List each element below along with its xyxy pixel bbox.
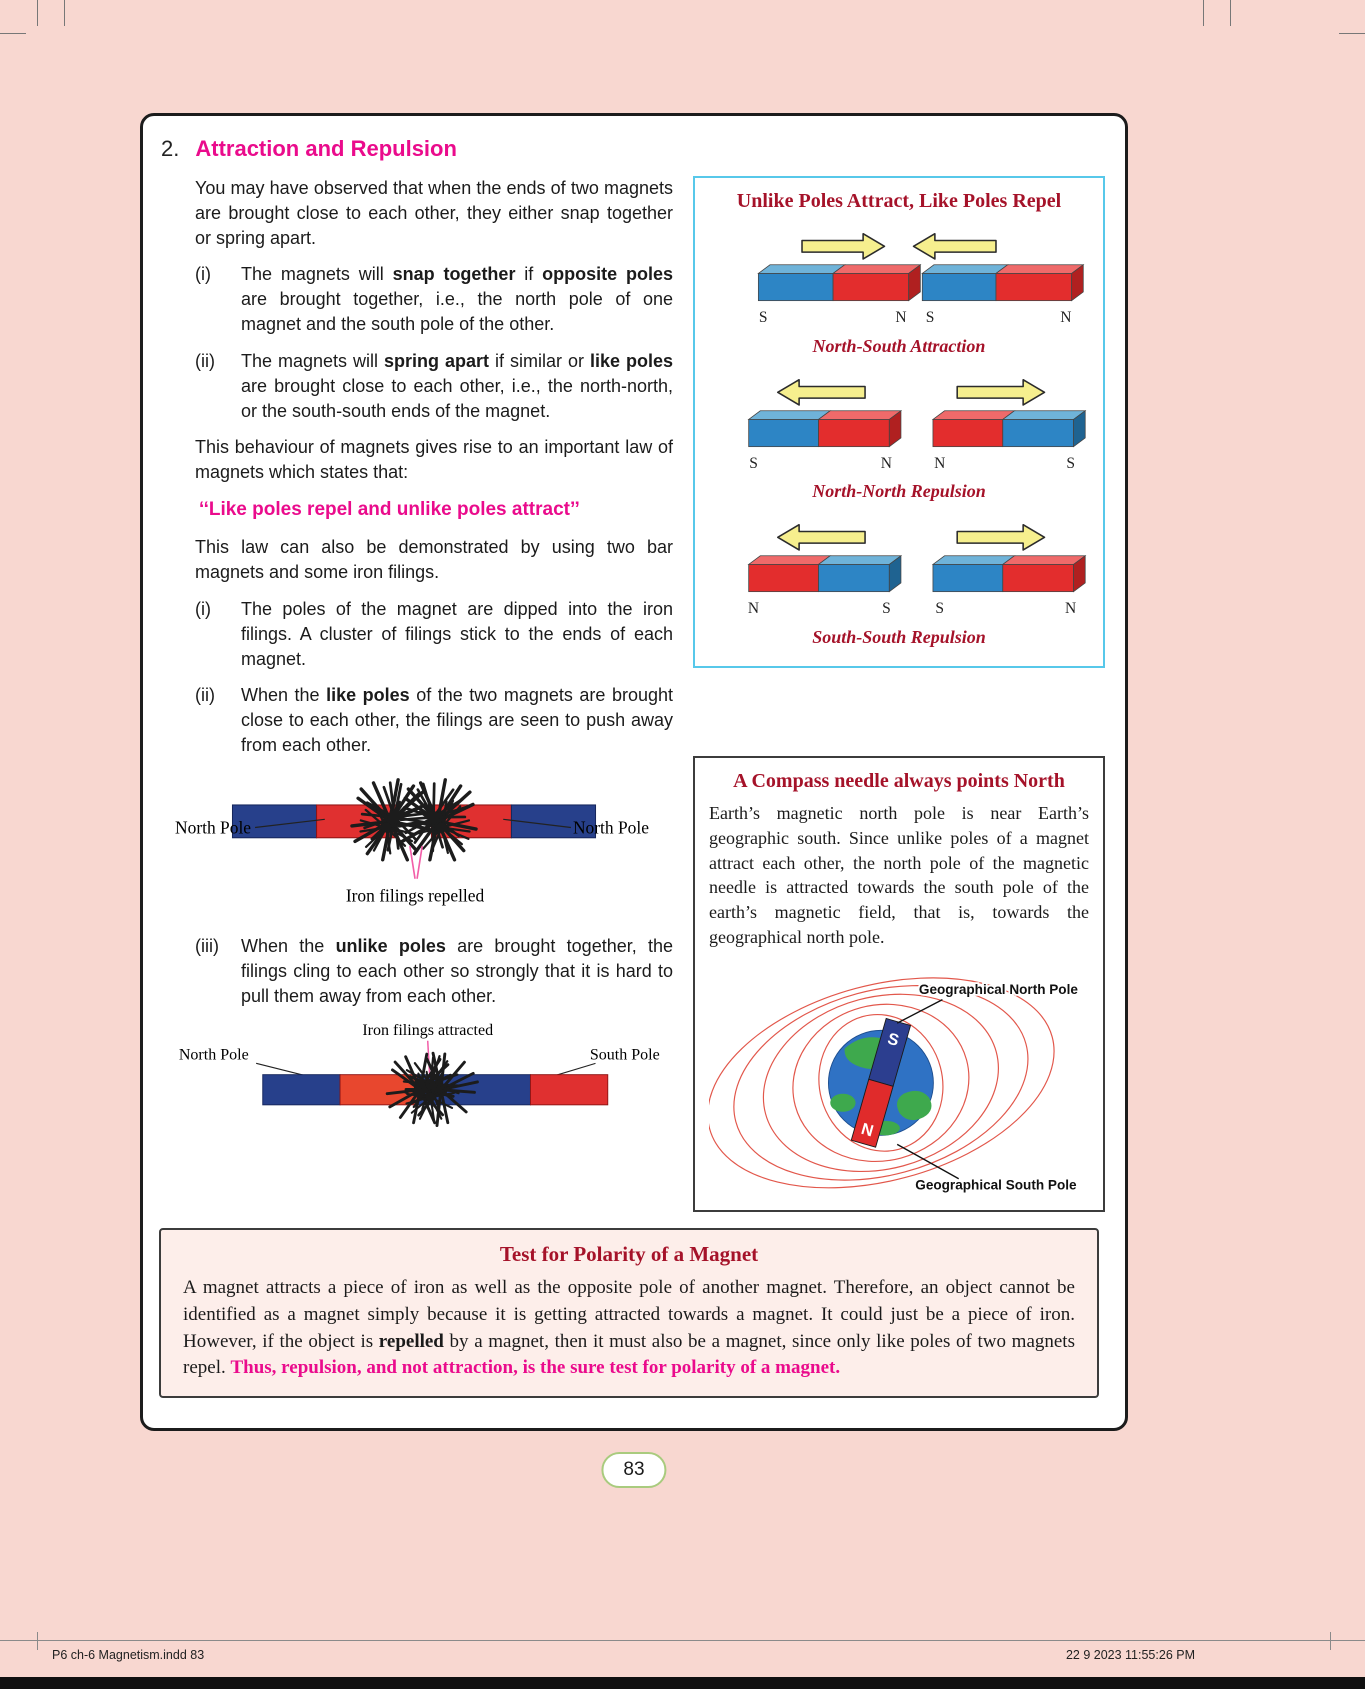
crop-mark xyxy=(64,0,65,26)
list-marker: (ii) xyxy=(195,350,215,371)
pole-letter: S xyxy=(925,308,935,326)
pole-label: North Pole xyxy=(572,817,649,838)
crop-mark xyxy=(1339,33,1365,34)
pole-letter: S xyxy=(935,600,945,618)
label-leader-line xyxy=(897,1144,959,1178)
list-marker: (ii) xyxy=(195,685,215,706)
crop-mark xyxy=(0,33,26,34)
pole-label: South Pole xyxy=(589,1047,660,1065)
poles-attract-repel-box xyxy=(693,176,1105,668)
iron-filings-attracted-illustration xyxy=(173,1020,673,1135)
iron-filings-repelled-illustration xyxy=(173,770,655,924)
caption-pointer-line xyxy=(428,1041,430,1075)
pole-letter: N xyxy=(895,308,907,326)
pole-letter: N xyxy=(880,454,892,472)
footer-tick xyxy=(37,1632,38,1650)
demo-intro-paragraph: This law can also be demonstrated by using two bar magnets and some iron filings. xyxy=(195,537,673,583)
footer-tick xyxy=(1330,1632,1331,1650)
figure-iron-filings-repelled xyxy=(173,770,673,924)
magnet-pole-letter: S xyxy=(885,1029,901,1050)
list-marker: (iii) xyxy=(195,935,219,956)
list-text: The poles of the magnet are dipped into the iron filings. A cluster of filings stick to the ends of each magnet. xyxy=(241,598,673,669)
list-marker: (i) xyxy=(195,598,211,619)
diagram-caption: South-South Repulsion xyxy=(812,626,986,647)
print-bleed-strip xyxy=(0,1677,1365,1689)
pole-letter: S xyxy=(749,454,758,472)
law-intro-paragraph: This behaviour of magnets gives rise to an important law of magnets which states that: xyxy=(195,437,673,483)
figure-caption: Iron filings repelled xyxy=(345,885,485,906)
diagram-north-south-attraction xyxy=(705,225,1093,334)
bar-magnet xyxy=(749,556,901,592)
test-box-text: A magnet attracts a piece of iron as well as the opposite pole of another magnet. Therefore, an object cannot be identified as a magnet simply because it is getting attracted towards a magnet. It could just be a piece of iron. However, if the object is repelled by a magnet, then it must also be a magnet, since only like poles of two magnets repel. Thus, repulsion, and not attraction, is the sure test for polarity of a magnet. xyxy=(183,1277,1075,1379)
list-text: The magnets will snap together if opposite poles are brought together, i.e., the north pole of one magnet and the south pole of the other. xyxy=(241,264,673,335)
list-text: The magnets will spring apart if similar or like poles are brought close to each other, i.e., the north-north, or the south-south ends of the magnet. xyxy=(241,350,673,421)
main-text-column xyxy=(159,176,673,1212)
list-item xyxy=(195,262,673,336)
footer-filename: P6 ch-6 Magnetism.indd 83 xyxy=(52,1648,205,1662)
page-content-panel xyxy=(140,113,1128,1431)
section-number: 2. xyxy=(161,136,180,161)
footer-rule xyxy=(0,1640,1365,1641)
arrow-icon xyxy=(778,379,1045,404)
pole-label: North Pole xyxy=(178,1047,249,1065)
pole-label: North Pole xyxy=(175,817,252,838)
bar-magnet xyxy=(749,410,901,446)
geographical-south-pole-label: Geographical South Pole xyxy=(915,1177,1077,1193)
poles-box-title: Unlike Poles Attract, Like Poles Repel xyxy=(736,190,1062,212)
section-title: Attraction and Repulsion xyxy=(195,136,457,161)
magnet-segment xyxy=(530,1075,607,1105)
bar-magnet xyxy=(758,265,920,301)
pole-letter: S xyxy=(758,308,768,326)
figure-earth-magnetic-field xyxy=(709,958,1089,1200)
geographical-north-pole-label: Geographical North Pole xyxy=(918,982,1078,998)
bar-magnet xyxy=(933,556,1085,592)
pole-letter: N xyxy=(1065,600,1077,618)
arrow-icon xyxy=(802,234,996,259)
bar-magnet xyxy=(933,410,1085,446)
diagram-caption: North-North Repulsion xyxy=(812,481,986,502)
page-number-badge: 83 xyxy=(601,1452,666,1488)
list-item xyxy=(195,683,673,757)
label-leader-line xyxy=(897,999,942,1023)
pole-letter: S xyxy=(1066,454,1075,472)
pole-letter: N xyxy=(747,600,760,618)
pole-letter: S xyxy=(882,600,891,618)
intro-paragraph: You may have observed that when the ends of two magnets are brought close to each other, they either snap together or spring apart. xyxy=(195,178,673,248)
list-item xyxy=(195,597,673,671)
crop-mark xyxy=(37,0,38,26)
section-heading xyxy=(161,136,1099,162)
diagram-north-north-repulsion xyxy=(705,371,1093,480)
test-polarity-box xyxy=(159,1228,1099,1397)
list-marker: (i) xyxy=(195,264,211,285)
footer-timestamp: 22 9 2023 11:55:26 PM xyxy=(1065,1648,1195,1662)
crop-mark xyxy=(1203,0,1204,26)
figure-caption: Iron filings attracted xyxy=(362,1022,494,1040)
arrow-icon xyxy=(778,525,1045,550)
bar-magnet xyxy=(922,265,1083,301)
figure-iron-filings-attracted xyxy=(173,1020,673,1135)
pole-letter: N xyxy=(1060,308,1072,326)
list-text: When the unlike poles are brought together, the filings cling to each other so strongly that it is hard to pull them away from each other. xyxy=(241,935,674,1006)
crop-mark xyxy=(1230,0,1231,26)
list-item xyxy=(195,934,673,1008)
law-statement: ‘‘Like poles repel and unlike poles attract’’ xyxy=(199,499,580,521)
list-text: When the like poles of the two magnets are brought close to each other, the filings are seen to push away from each other. xyxy=(241,685,674,756)
magnet-segment xyxy=(263,1075,340,1105)
two-column-layout xyxy=(159,176,1099,1212)
compass-box-text: Earth’s magnetic north pole is near Earth’s geographic south. Since unlike poles of a magnet attract each other, the north pole of the magnetic needle is attracted towards the south pole of the earth’s magnetic field, that is, towards the geographical north pole. xyxy=(709,802,1089,948)
pole-letter: N xyxy=(934,454,946,472)
diagram-south-south-repulsion xyxy=(705,516,1093,625)
compass-needle-box xyxy=(693,756,1105,1212)
compass-box-title: A Compass needle always points North xyxy=(733,769,1065,792)
magnet-pole-letter: N xyxy=(859,1119,876,1141)
diagram-caption: North-South Attraction xyxy=(812,335,986,356)
sidebar-column xyxy=(693,176,1105,1212)
list-item xyxy=(195,349,673,423)
test-box-title: Test for Polarity of a Magnet xyxy=(499,1242,759,1267)
